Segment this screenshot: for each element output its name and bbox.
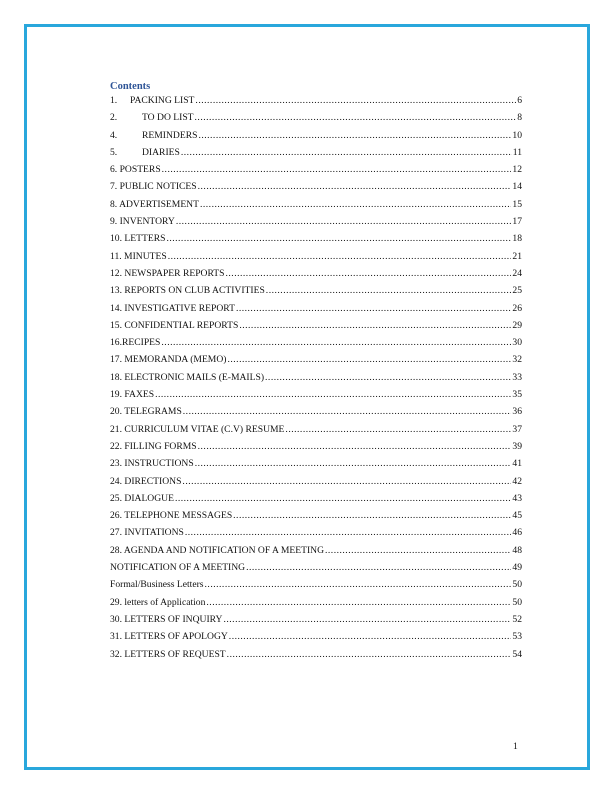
toc-entry[interactable] [110, 389, 522, 406]
toc-entry-page: 14 [512, 181, 522, 193]
toc-entry[interactable] [110, 251, 522, 268]
toc-entry-title: 12. NEWSPAPER REPORTS [110, 267, 225, 279]
toc-entry-title: NOTIFICATION OF A MEETING [110, 562, 246, 574]
toc-entry-page: 21 [512, 250, 522, 262]
toc-entry-page: 53 [512, 631, 522, 643]
toc-entry-page: 36 [512, 406, 522, 418]
toc-entry-page: 33 [512, 371, 522, 383]
table-of-contents [110, 95, 522, 666]
toc-entry-title: 29. letters of Application [110, 596, 206, 608]
toc-leader-dots [325, 545, 511, 557]
toc-entry-title: 21. CURRICULUM VITAE (C.V) RESUME [110, 423, 285, 435]
toc-entry-title: 28. AGENDA AND NOTIFICATION OF A MEETING [110, 544, 324, 556]
toc-entry-number: 5. [110, 146, 118, 158]
toc-entry-page: 29 [512, 319, 522, 331]
toc-entry[interactable] [110, 337, 522, 354]
toc-entry-title: 26. TELEPHONE MESSAGES [110, 510, 233, 522]
toc-entry-page: 39 [512, 440, 522, 452]
toc-entry-page: 46 [512, 527, 522, 539]
toc-entry-title: 27. INVITATIONS [110, 527, 184, 539]
toc-leader-dots [239, 320, 511, 332]
toc-entry-title: 14. INVESTIGATIVE REPORT [110, 302, 235, 314]
toc-leader-dots [198, 181, 512, 193]
toc-leader-dots [195, 95, 516, 107]
toc-entry-title: 20. TELEGRAMS [110, 406, 182, 418]
toc-entry-title: 8. ADVERTISEMENT [110, 198, 199, 210]
toc-entry-page: 32 [512, 354, 522, 366]
toc-leader-dots [227, 649, 512, 661]
toc-leader-dots [236, 303, 511, 315]
toc-entry[interactable] [110, 649, 522, 666]
toc-entry-title: DIARIES [142, 146, 180, 158]
toc-entry-title: PACKING LIST [130, 95, 195, 106]
toc-entry-page: 50 [512, 579, 522, 591]
toc-entry-page: 42 [512, 475, 522, 487]
toc-entry-number: 2. [110, 112, 118, 124]
toc-entry[interactable] [110, 579, 522, 596]
toc-entry-title: 22. FILLING FORMS [110, 440, 197, 452]
toc-entry[interactable] [110, 181, 522, 198]
toc-entry[interactable] [110, 424, 522, 441]
toc-leader-dots [195, 112, 517, 124]
toc-entry-title: 19. FAXES [110, 389, 155, 401]
toc-entry-page: 6 [517, 95, 522, 106]
toc-entry[interactable] [110, 372, 522, 389]
toc-leader-dots [185, 527, 512, 539]
toc-entry[interactable] [110, 597, 522, 614]
toc-entry-title: REMINDERS [142, 129, 198, 141]
toc-entry-title: 32. LETTERS OF REQUEST [110, 648, 226, 660]
toc-entry-title: 15. CONFIDENTIAL REPORTS [110, 319, 239, 331]
toc-entry[interactable] [110, 614, 522, 631]
toc-entry-title: 30. LETTERS OF INQUIRY [110, 613, 223, 625]
toc-entry[interactable] [110, 562, 522, 579]
toc-entry-page: 49 [512, 562, 522, 574]
toc-leader-dots [161, 337, 511, 349]
toc-entry-page: 10 [512, 129, 522, 141]
toc-entry-page: 24 [512, 267, 522, 279]
toc-leader-dots [246, 562, 511, 574]
toc-entry[interactable] [110, 493, 522, 510]
toc-leader-dots [233, 510, 511, 522]
toc-leader-dots [181, 147, 512, 159]
toc-entry-page: 12 [512, 164, 522, 176]
toc-entry-page: 30 [512, 337, 522, 349]
toc-entry[interactable] [110, 112, 522, 129]
toc-leader-dots [200, 199, 511, 211]
toc-entry-page: 25 [512, 285, 522, 297]
toc-leader-dots [227, 354, 511, 366]
toc-entry-number: 4. [110, 129, 118, 141]
toc-entry-page: 18 [512, 233, 522, 245]
toc-entry[interactable] [110, 527, 522, 544]
toc-entry-page: 45 [512, 510, 522, 522]
toc-leader-dots [155, 389, 511, 401]
toc-entry-page: 43 [512, 492, 522, 504]
toc-entry-title: 10. LETTERS [110, 233, 166, 245]
toc-leader-dots [195, 458, 512, 470]
toc-entry-page: 41 [512, 458, 522, 470]
toc-entry[interactable] [110, 320, 522, 337]
toc-entry-title: 9. INVENTORY [110, 216, 175, 228]
toc-entry-page: 35 [512, 389, 522, 401]
toc-entry[interactable] [110, 631, 522, 648]
page-number: 1 [513, 741, 518, 752]
toc-leader-dots [265, 372, 511, 384]
toc-leader-dots [168, 251, 512, 263]
toc-entry-page: 37 [512, 423, 522, 435]
toc-leader-dots [198, 130, 511, 142]
toc-entry[interactable] [110, 285, 522, 302]
toc-leader-dots [266, 285, 512, 297]
toc-entry-page: 54 [512, 648, 522, 660]
toc-entry-title: 17. MEMORANDA (MEMO) [110, 354, 227, 366]
toc-leader-dots [285, 424, 511, 436]
toc-entry-page: 11 [512, 146, 522, 158]
toc-entry-title: 25. DIALOGUE [110, 492, 174, 504]
toc-entry[interactable] [110, 233, 522, 250]
toc-leader-dots [206, 597, 511, 609]
toc-entry[interactable] [110, 268, 522, 285]
toc-entry[interactable] [110, 130, 522, 147]
toc-entry[interactable] [110, 406, 522, 423]
toc-entry-title: 13. REPORTS ON CLUB ACTIVITIES [110, 285, 265, 297]
toc-entry-title: 6. POSTERS [110, 164, 161, 176]
toc-entry[interactable] [110, 458, 522, 475]
toc-entry[interactable] [110, 199, 522, 216]
toc-entry-title: 11. MINUTES [110, 250, 167, 262]
toc-entry-page: 17 [512, 216, 522, 228]
toc-entry-page: 48 [512, 544, 522, 556]
toc-entry-title: 16.RECIPES [110, 337, 161, 349]
toc-entry[interactable] [110, 545, 522, 562]
toc-leader-dots [176, 216, 512, 228]
toc-entry-title: Formal/Business Letters [110, 579, 204, 591]
toc-entry[interactable] [110, 476, 522, 493]
toc-leader-dots [205, 579, 512, 591]
toc-leader-dots [175, 493, 511, 505]
toc-entry-title: TO DO LIST [142, 112, 194, 124]
toc-entry[interactable] [110, 95, 522, 112]
toc-entry-page: 26 [512, 302, 522, 314]
toc-entry-title: 31. LETTERS OF APOLOGY [110, 631, 228, 643]
toc-entry[interactable] [110, 147, 522, 164]
toc-leader-dots [229, 631, 512, 643]
toc-entry-number: 1. [110, 95, 118, 106]
toc-leader-dots [223, 614, 511, 626]
toc-entry-page: 15 [512, 198, 522, 210]
toc-entry-page: 52 [512, 613, 522, 625]
toc-entry[interactable] [110, 164, 522, 181]
toc-leader-dots [226, 268, 512, 280]
toc-entry-title: 24. DIRECTIONS [110, 475, 182, 487]
toc-leader-dots [198, 441, 512, 453]
toc-entry[interactable] [110, 303, 522, 320]
toc-leader-dots [182, 476, 511, 488]
toc-leader-dots [183, 406, 512, 418]
toc-entry-title: 18. ELECTRONIC MAILS (E-MAILS) [110, 371, 265, 383]
toc-entry-title: 23. INSTRUCTIONS [110, 458, 194, 470]
toc-leader-dots [162, 164, 512, 176]
toc-leader-dots [166, 233, 511, 245]
toc-entry-page: 8 [517, 112, 522, 124]
toc-entry[interactable] [110, 510, 522, 527]
toc-heading: Contents [110, 81, 151, 92]
toc-entry[interactable] [110, 216, 522, 233]
toc-entry-page: 50 [512, 596, 522, 608]
toc-entry[interactable] [110, 441, 522, 458]
toc-entry[interactable] [110, 354, 522, 371]
toc-entry-title: 7. PUBLIC NOTICES [110, 181, 197, 193]
